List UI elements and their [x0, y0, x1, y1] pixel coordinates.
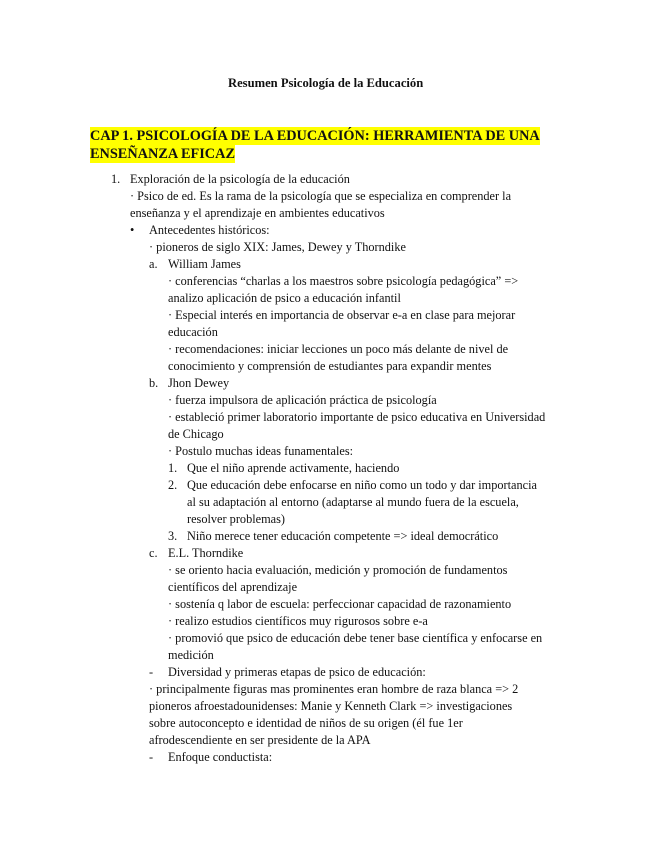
definition-line: · Psico de ed. Es la rama de la psicología que se especializa en comprender la — [130, 189, 512, 203]
idea-line: resolver problemas) — [187, 512, 285, 526]
chapter-heading-line-1: CAP 1. PSICOLOGÍA DE LA EDUCACIÓN: HERRAMIENTA DE UNA — [90, 128, 540, 144]
definition-line: enseñanza y el aprendizaje en ambientes educativos — [130, 206, 385, 220]
chapter-heading-line-2: ENSEÑANZA EFICAZ — [90, 146, 235, 162]
list-letter: b. — [149, 376, 159, 390]
person-heading: E.L. Thorndike — [168, 546, 244, 560]
section-heading: Exploración de la psicología de la educación — [130, 172, 350, 186]
text-line: · Especial interés en importancia de observar e-a en clase para mejorar — [168, 308, 516, 322]
list-number: 1. — [111, 172, 121, 186]
text-line: analizo aplicación de psico a educación infantil — [168, 291, 401, 305]
idea-line: Que educación debe enfocarse en niño como un todo y dar importancia — [187, 478, 537, 492]
text-line: · realizo estudios científicos muy rigurosos sobre e-a — [168, 614, 428, 628]
list-number: 2. — [168, 478, 178, 492]
idea-line: Niño merece tener educación competente => ideal democrático — [187, 529, 499, 543]
text-line: sobre autoconcepto e identidad de niños de su origen (él fue 1er — [149, 716, 463, 730]
text-line: · estableció primer laboratorio importante de psico educativa en Universidad — [168, 410, 546, 424]
list-number: 3. — [168, 529, 178, 543]
person-heading: Jhon Dewey — [168, 376, 230, 390]
list-number: 1. — [168, 461, 178, 475]
subsection-heading: Antecedentes históricos: — [149, 223, 270, 237]
text-line: medición — [168, 648, 214, 662]
text-line: pioneros afroestadounidenses: Manie y Kenneth Clark => investigaciones — [149, 699, 513, 713]
idea-line: Que el niño aprende activamente, haciendo — [187, 461, 400, 475]
list-letter: c. — [149, 546, 158, 560]
person-heading: William James — [168, 257, 241, 271]
text-line: · promovió que psico de educación debe tener base científica y enfocarse en — [168, 631, 543, 645]
dash-marker: - — [149, 750, 154, 764]
subsection-heading: Diversidad y primeras etapas de psico de educación: — [168, 665, 426, 679]
text-line: afrodescendiente en ser presidente de la APA — [149, 733, 371, 747]
list-letter: a. — [149, 257, 158, 271]
text-line: · Postulo muchas ideas funamentales: — [168, 444, 354, 458]
text-line: · sostenía q labor de escuela: perfeccionar capacidad de razonamiento — [168, 597, 512, 611]
subsection-heading: Enfoque conductista: — [168, 750, 273, 764]
text-line: científicos del aprendizaje — [168, 580, 298, 594]
document-title: Resumen Psicología de la Educación — [228, 76, 424, 90]
bullet-marker: • — [130, 223, 135, 237]
text-line: · principalmente figuras mas prominentes eran hombre de raza blanca => 2 — [149, 682, 519, 696]
text-line: · pioneros de siglo XIX: James, Dewey y Thorndike — [149, 240, 406, 254]
idea-line: al su adaptación al entorno (adaptarse al mundo fuera de la escuela, — [187, 495, 519, 509]
text-line: conocimiento y comprensión de estudiantes para expandir mentes — [168, 359, 492, 373]
text-line: educación — [168, 325, 218, 339]
text-line: · conferencias “charlas a los maestros sobre psicología pedagógica” => — [168, 274, 519, 288]
text-line: de Chicago — [168, 427, 224, 441]
text-line: · se oriento hacia evaluación, medición y promoción de fundamentos — [168, 563, 508, 577]
dash-marker: - — [149, 665, 154, 679]
text-line: · fuerza impulsora de aplicación práctica de psicología — [168, 393, 437, 407]
text-line: · recomendaciones: iniciar lecciones un poco más delante de nivel de — [168, 342, 509, 356]
